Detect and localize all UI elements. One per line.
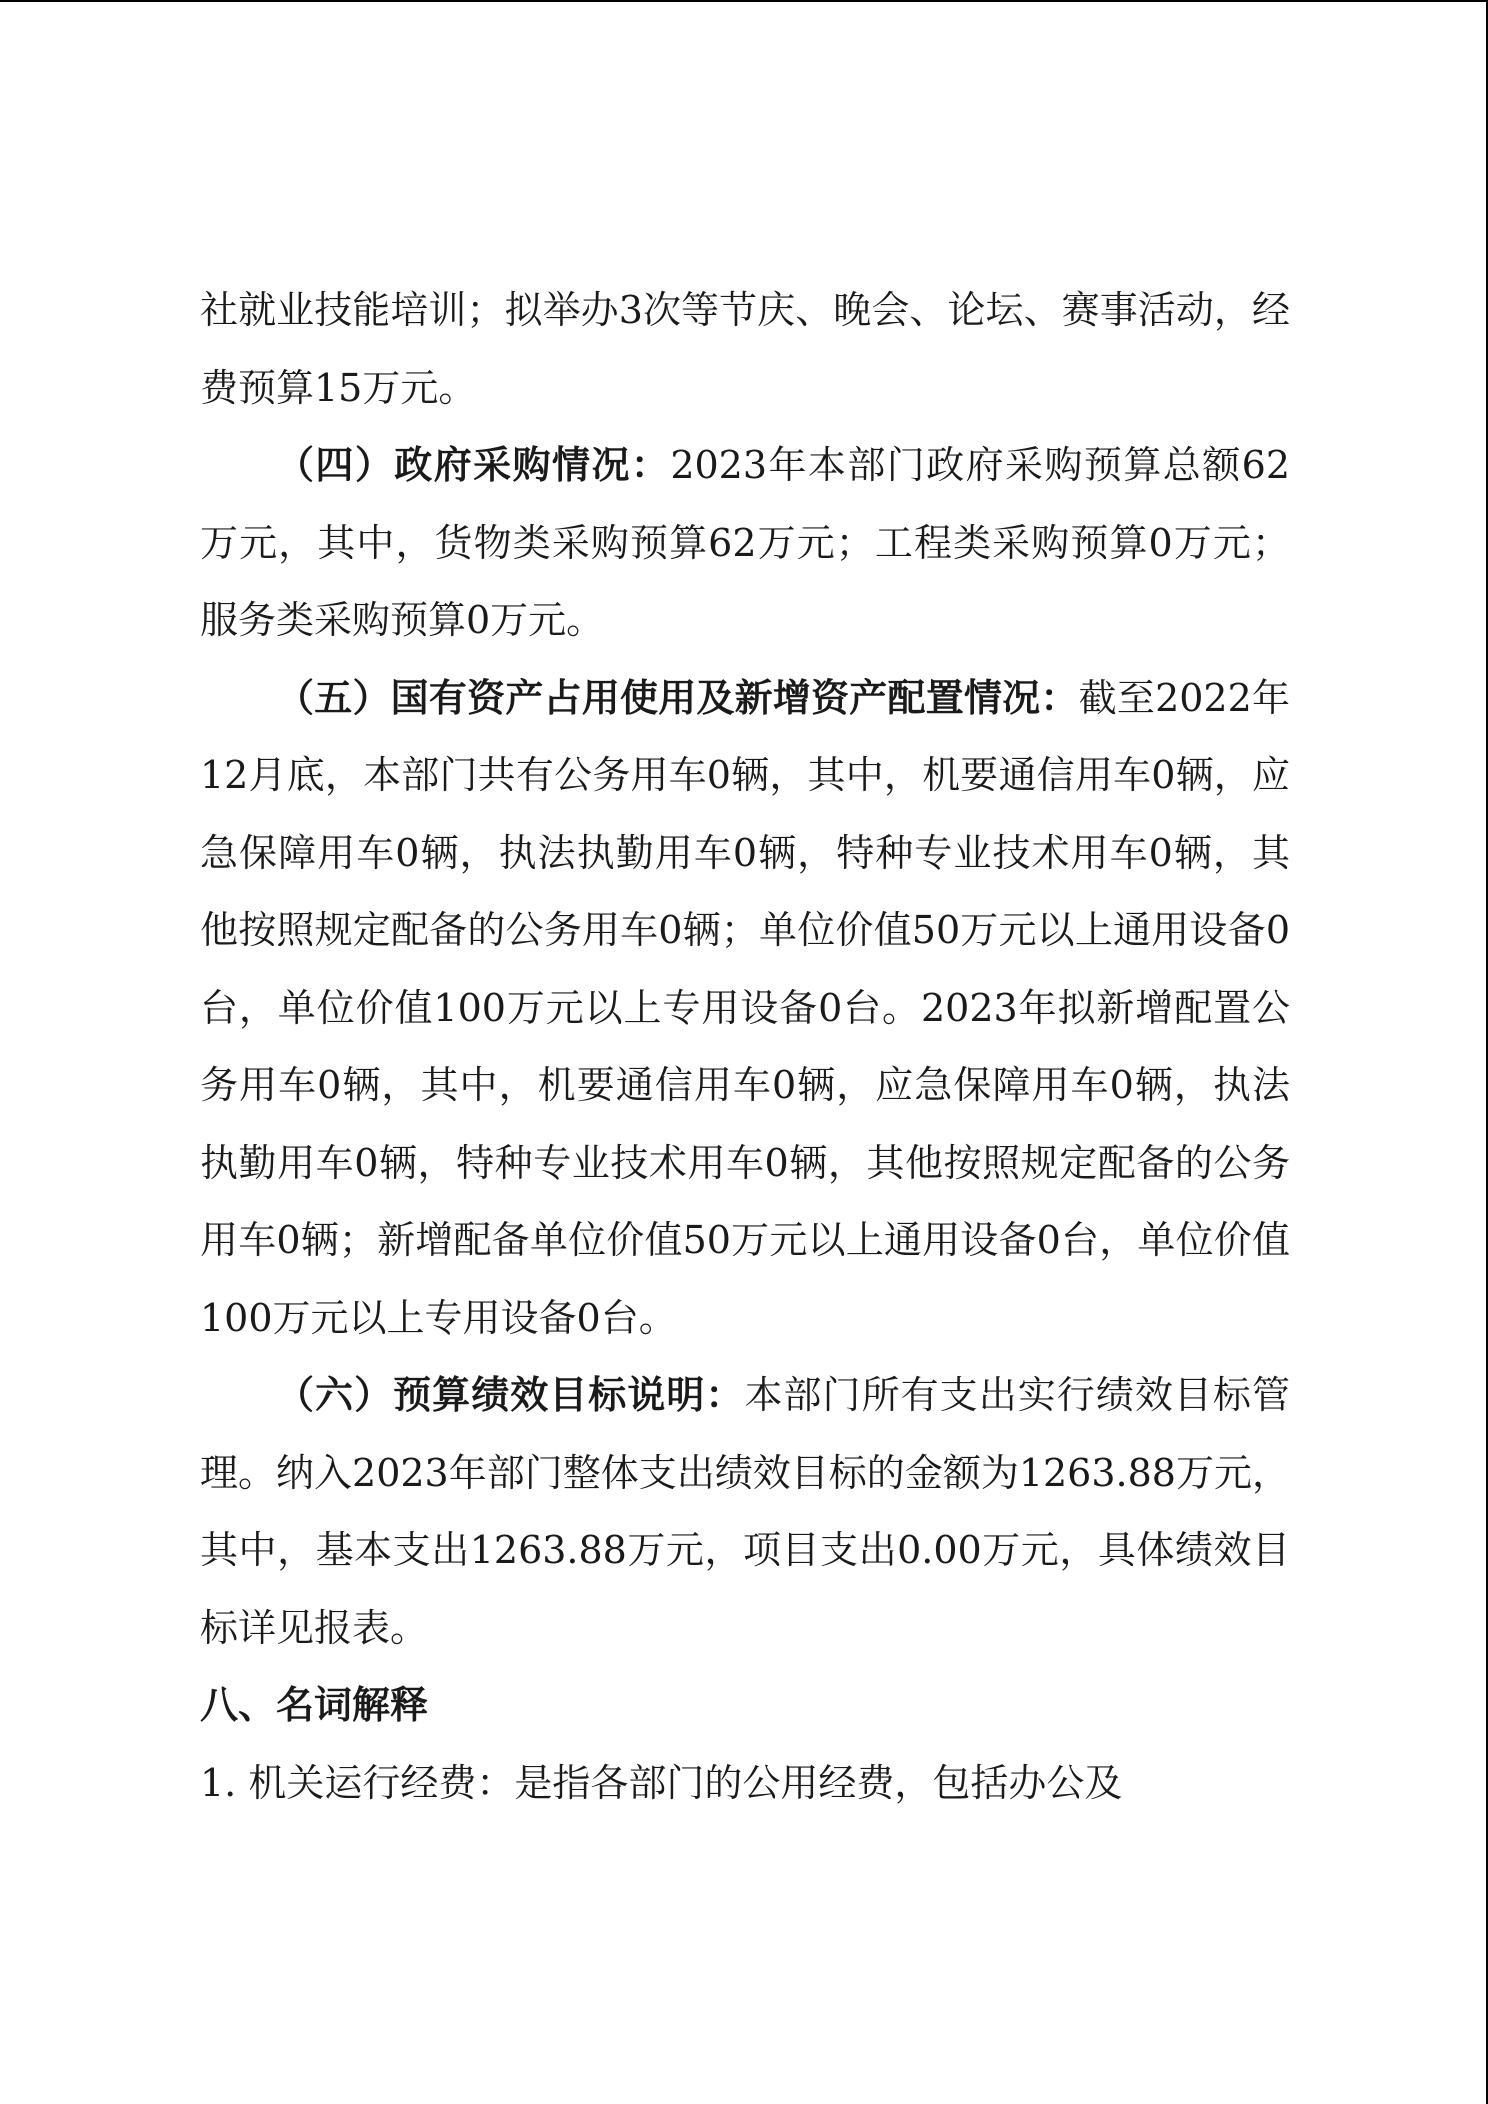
heading-performance-goals: （六）预算绩效目标说明： — [276, 1373, 745, 1417]
document-body — [200, 272, 1290, 1822]
paragraph-activities — [200, 272, 1290, 427]
heading-state-assets: （五）国有资产占用使用及新增资产配置情况： — [276, 675, 1079, 720]
paragraph-state-assets-text: 截至2022年12月底，本部门共有公务用车0辆，其中，机要通信用车0辆，应急保障用车0辆，执法执勤用车0辆，特种专业技术用车0辆，其他按照规定配备的公务用车0辆；单位价值50万元以上通用设备0台，单位价值100万元以上专用设备0台。2023年拟新增配置公务用车0辆，其中，机要通信用车0辆，应急保障用车0辆，执法执勤用车0辆，特种专业技术用车0辆，其他按照规定配备的公务用车0辆；新增配备单位价值50万元以上通用设备0台，单位价值100万元以上专用设备0台。 — [200, 675, 1290, 1340]
paragraph-performance-goals-text: 本部门所有支出实行绩效目标管理。纳入2023年部门整体支出绩效目标的金额为1263.88万元，其中，基本支出1263.88万元，项目支出0.00万元，具体绩效目标详见报表。 — [200, 1373, 1290, 1650]
glossary-item-1: 1. 机关运行经费：是指各部门的公用经费，包括办公及 — [200, 1760, 1123, 1805]
paragraph-performance-goals — [200, 1357, 1290, 1667]
paragraph-activities-text: 社就业技能培训；拟举办3次等节庆、晚会、论坛、赛事活动，经费预算15万元。 — [200, 288, 1290, 410]
paragraph-government-procurement-text: 2023年本部门政府采购预算总额62万元，其中，货物类采购预算62万元；工程类采购预算0万元；服务类采购预算0万元。 — [200, 443, 1290, 642]
section-heading-glossary: 八、名词解释 — [200, 1683, 429, 1727]
heading-government-procurement: （四）政府采购情况： — [276, 443, 671, 487]
paragraph-government-procurement — [200, 427, 1290, 660]
paragraph-state-assets — [200, 660, 1290, 1358]
